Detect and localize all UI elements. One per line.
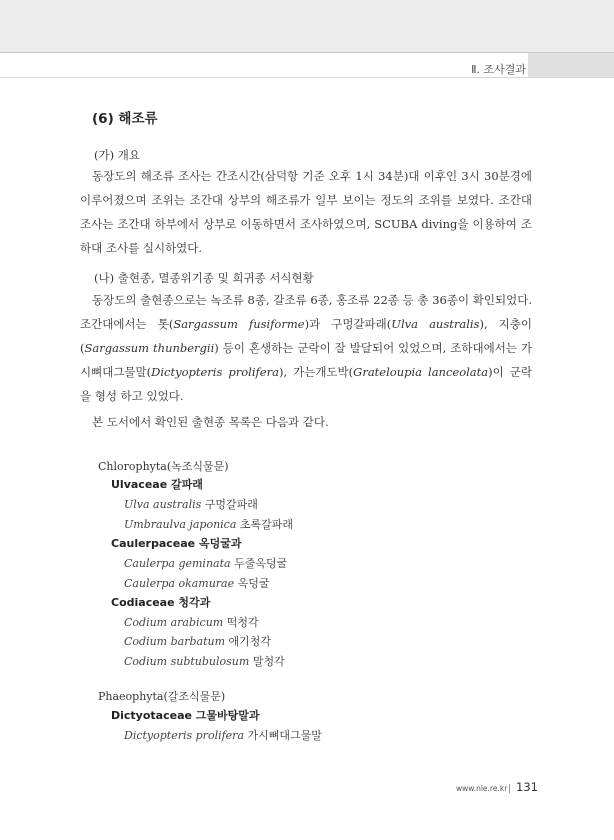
footer-separator: [509, 784, 510, 793]
family-ulvaceae: Ulvaceae 갈파래: [111, 478, 203, 491]
species-korean-name: 떡청각: [226, 616, 259, 629]
species-scientific-name: Caulerpa okamurae: [124, 577, 235, 590]
family-caulerpaceae: Caulerpaceae 옥덩굴과: [111, 537, 242, 550]
text-run: )이 군락을 형성 하고 있었다.: [80, 365, 532, 403]
text-run: ), 지충이(: [80, 317, 532, 355]
text-run: ), 가는개도박(: [278, 365, 354, 379]
header-divider: [0, 77, 614, 78]
chapter-label: Ⅱ. 조사결과: [471, 63, 526, 76]
species-scientific-name: Ulva australis: [124, 498, 202, 511]
species-korean-name: 초록갈파래: [239, 518, 294, 531]
chapter-tab: [528, 53, 614, 77]
subsection-a-heading: (가) 개요: [94, 148, 140, 162]
species-scientific-name: Caulerpa geminata: [124, 557, 231, 570]
subsection-b-paragraph: [80, 288, 532, 408]
species-list-intro: 본 도서에서 확인된 출현종 목록은 다음과 같다.: [92, 415, 329, 429]
species-scientific-name: Codium arabicum: [124, 616, 224, 629]
sci-name: Grateloupia lanceolata: [353, 365, 489, 379]
family-dictyotaceae: Dictyotaceae 그물바탕말과: [111, 709, 260, 722]
sci-name: Ulva australis: [391, 317, 480, 331]
text-run: ) 등이 혼생하는 군락이 잘 발달되어 있었으며, 조하대에서는 가시뼈대그물말(: [80, 341, 533, 379]
text-run: )과 구멍갈파래(: [304, 317, 392, 331]
species-scientific-name: Dictyopteris prolifera: [124, 729, 245, 742]
text-run: 동장도의 출현종으로는 녹조류 8종, 갈조류 6종, 홍조류 22종 등 총 36종이 확인되었다. 조간대에서는 톳(: [80, 293, 532, 331]
species-entry: [124, 653, 285, 669]
phylum-phaeophyta: Phaeophyta(갈조식물문): [98, 690, 226, 703]
species-entry: [124, 496, 258, 512]
species-scientific-name: Codium subtubulosum: [124, 655, 250, 668]
top-divider: [0, 52, 614, 53]
subsection-a-paragraph: 동장도의 해조류 조사는 간조시간(삼덕항 기준 오후 1시 34분)대 이후인 3시 30분경에 이루어졌으며 조위는 조간대 상부의 해조류가 일부 보이는 정도의 조위를 보였다. 조간대 조사는 조간대 하부에서 상부로 이동하면서 조사하였으며, SCUBA diving을 이용하여 조하대 조사를 실시하였다.: [80, 169, 532, 255]
species-entry: [124, 614, 259, 630]
species-korean-name: 두줄옥덩굴: [234, 557, 288, 570]
subsection-b-heading: (나) 출현종, 멸종위기종 및 희귀종 서식현황: [94, 271, 314, 285]
species-korean-name: 옥덩굴: [237, 577, 270, 590]
species-entry: [124, 575, 270, 591]
family-codiaceae: Codiaceae 청각과: [111, 596, 211, 609]
species-korean-name: 가시뼈대그물말: [247, 729, 322, 742]
species-korean-name: 구멍갈파래: [204, 498, 258, 511]
section-title: (6) 해조류: [92, 111, 158, 127]
species-entry: [124, 516, 293, 532]
sci-name: Sargassum fusiforme: [173, 317, 305, 331]
phylum-chlorophyta: Chlorophyta(녹조식물문): [98, 460, 229, 473]
species-scientific-name: Umbraulva japonica: [124, 518, 237, 531]
species-entry: [124, 727, 322, 743]
footer-url: www.nie.re.kr: [456, 784, 508, 793]
species-entry: [124, 633, 271, 649]
species-korean-name: 애기청각: [228, 635, 272, 648]
page-number: 131: [516, 780, 538, 794]
species-entry: [124, 555, 287, 571]
sci-name: Dictyopteris prolifera: [151, 365, 279, 379]
sci-name: Sargassum thunbergii: [84, 341, 215, 355]
page-top-band: [0, 0, 614, 52]
species-scientific-name: Codium barbatum: [124, 635, 226, 648]
species-korean-name: 말청각: [252, 655, 285, 668]
